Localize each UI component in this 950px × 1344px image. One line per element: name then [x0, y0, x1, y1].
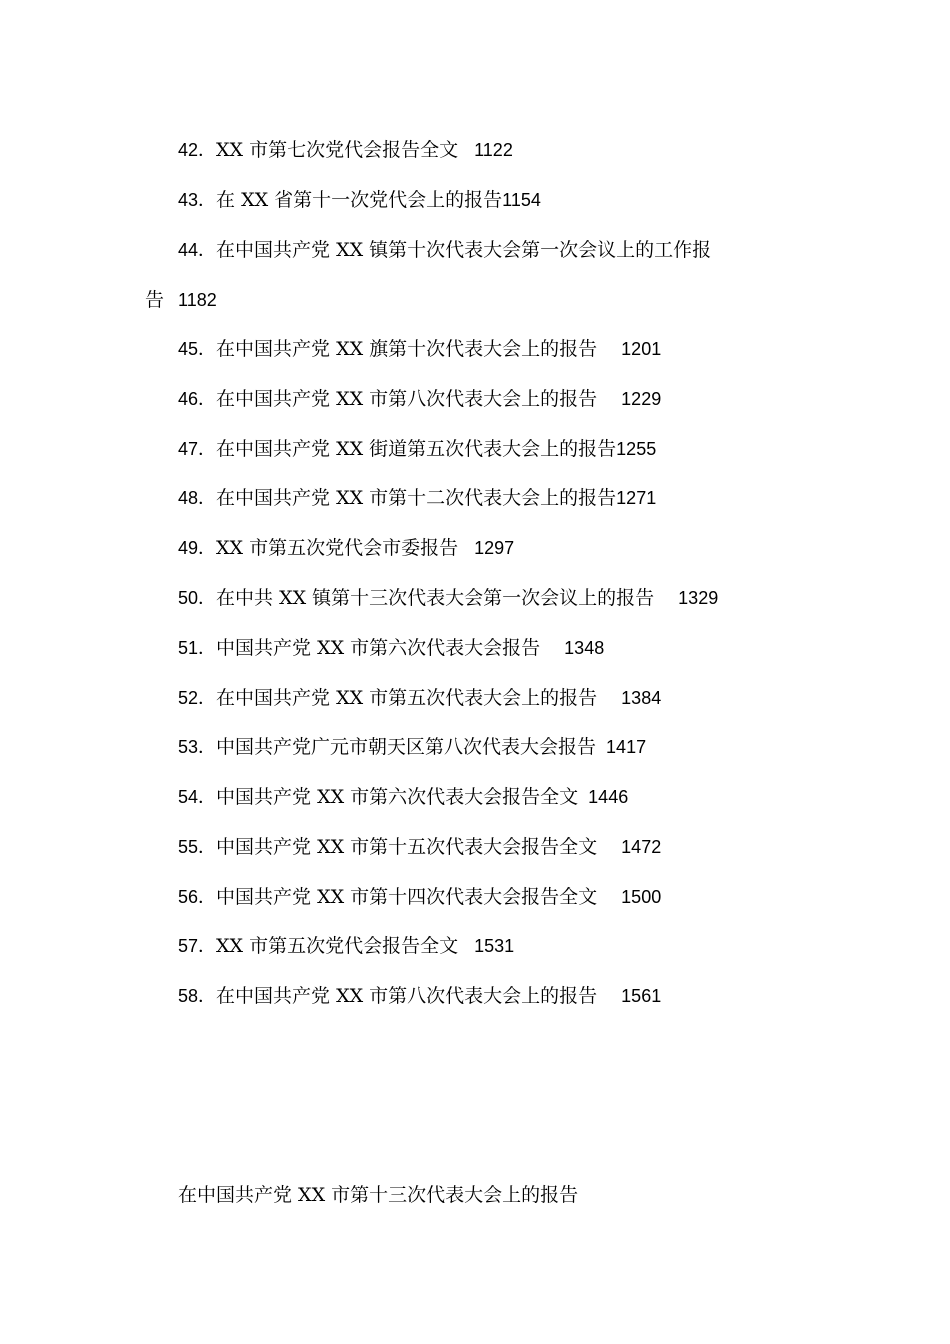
entry-page: 1297 [474, 538, 515, 558]
toc-entry [178, 635, 604, 661]
entry-number: 54． [178, 787, 217, 807]
entry-page: 1182 [178, 290, 217, 310]
entry-number: 45． [178, 339, 217, 359]
entry-number: 43． [178, 190, 217, 210]
entry-title-tail: 告 [145, 289, 165, 311]
entry-number: 52． [178, 688, 217, 708]
entry-title: XX 市第七次党代会报告全文 [216, 139, 459, 161]
entry-page: 1446 [588, 787, 629, 807]
entry-number: 50． [178, 588, 217, 608]
entry-page: 1531 [474, 936, 515, 956]
entry-number: 47． [178, 439, 217, 459]
toc-entry [178, 983, 661, 1009]
entry-page: 1122 [474, 140, 513, 160]
toc-entry [178, 386, 661, 412]
entry-title: 在中国共产党 XX 市第八次代表大会上的报告 [216, 388, 598, 410]
entry-number: 44． [178, 240, 217, 260]
entry-page: 1561 [621, 986, 662, 1006]
toc-entry-continuation [145, 287, 217, 313]
entry-page: 1154 [502, 190, 541, 210]
entry-title: 在中国共产党 XX 镇第十次代表大会第一次会议上的工作报 [216, 239, 712, 261]
entry-page: 1229 [621, 389, 662, 409]
entry-page: 1348 [564, 638, 605, 658]
toc-entry [178, 535, 514, 561]
entry-number: 48． [178, 488, 217, 508]
entry-page: 1500 [621, 887, 662, 907]
entry-number: 49． [178, 538, 217, 558]
entry-number: 46． [178, 389, 217, 409]
entry-number: 42． [178, 140, 217, 160]
toc-entry [178, 784, 628, 810]
toc-entry [178, 685, 661, 711]
entry-number: 53． [178, 737, 217, 757]
entry-title: 中国共产党 XX 市第十五次代表大会报告全文 [216, 836, 598, 858]
entry-title: XX 市第五次党代会报告全文 [216, 935, 459, 957]
entry-title: 中国共产党 XX 市第六次代表大会报告 [216, 637, 541, 659]
toc-entry [178, 585, 718, 611]
toc-entry [178, 237, 711, 263]
entry-title: 中国共产党 XX 市第十四次代表大会报告全文 [216, 886, 598, 908]
entry-title: XX 市第五次党代会市委报告 [216, 537, 459, 559]
entry-number: 56． [178, 887, 217, 907]
toc-entry [178, 187, 541, 213]
entry-title: 在中国共产党 XX 旗第十次代表大会上的报告 [216, 338, 598, 360]
entry-page: 1329 [678, 588, 719, 608]
entry-page: 1417 [606, 737, 647, 757]
toc-entry [178, 834, 661, 860]
entry-page: 1271 [616, 488, 657, 508]
entry-number: 57． [178, 936, 217, 956]
section-title: 在中国共产党 XX 市第十三次代表大会上的报告 [178, 1184, 579, 1206]
entry-title: 在中共 XX 镇第十三次代表大会第一次会议上的报告 [216, 587, 655, 609]
entry-page: 1255 [616, 439, 657, 459]
entry-number: 55． [178, 837, 217, 857]
toc-entry [178, 884, 661, 910]
entry-title: 在中国共产党 XX 市第五次代表大会上的报告 [216, 687, 598, 709]
toc-entry [178, 485, 656, 511]
toc-entry [178, 336, 661, 362]
toc-entry [178, 933, 514, 959]
entry-title: 在中国共产党 XX 街道第五次代表大会上的报告 [216, 438, 617, 460]
entry-page: 1384 [621, 688, 662, 708]
entry-number: 58． [178, 986, 217, 1006]
entry-title: 中国共产党广元市朝天区第八次代表大会报告 [216, 736, 597, 758]
entry-page: 1201 [621, 339, 662, 359]
toc-entry [178, 137, 513, 163]
entry-title: 中国共产党 XX 市第六次代表大会报告全文 [216, 786, 579, 808]
toc-entry [178, 436, 656, 462]
toc-entry [178, 734, 646, 760]
entry-number: 51． [178, 638, 217, 658]
entry-title: 在 XX 省第十一次党代会上的报告 [216, 189, 503, 211]
entry-title: 在中国共产党 XX 市第十二次代表大会上的报告 [216, 487, 617, 509]
entry-title: 在中国共产党 XX 市第八次代表大会上的报告 [216, 985, 598, 1007]
entry-page: 1472 [621, 837, 662, 857]
